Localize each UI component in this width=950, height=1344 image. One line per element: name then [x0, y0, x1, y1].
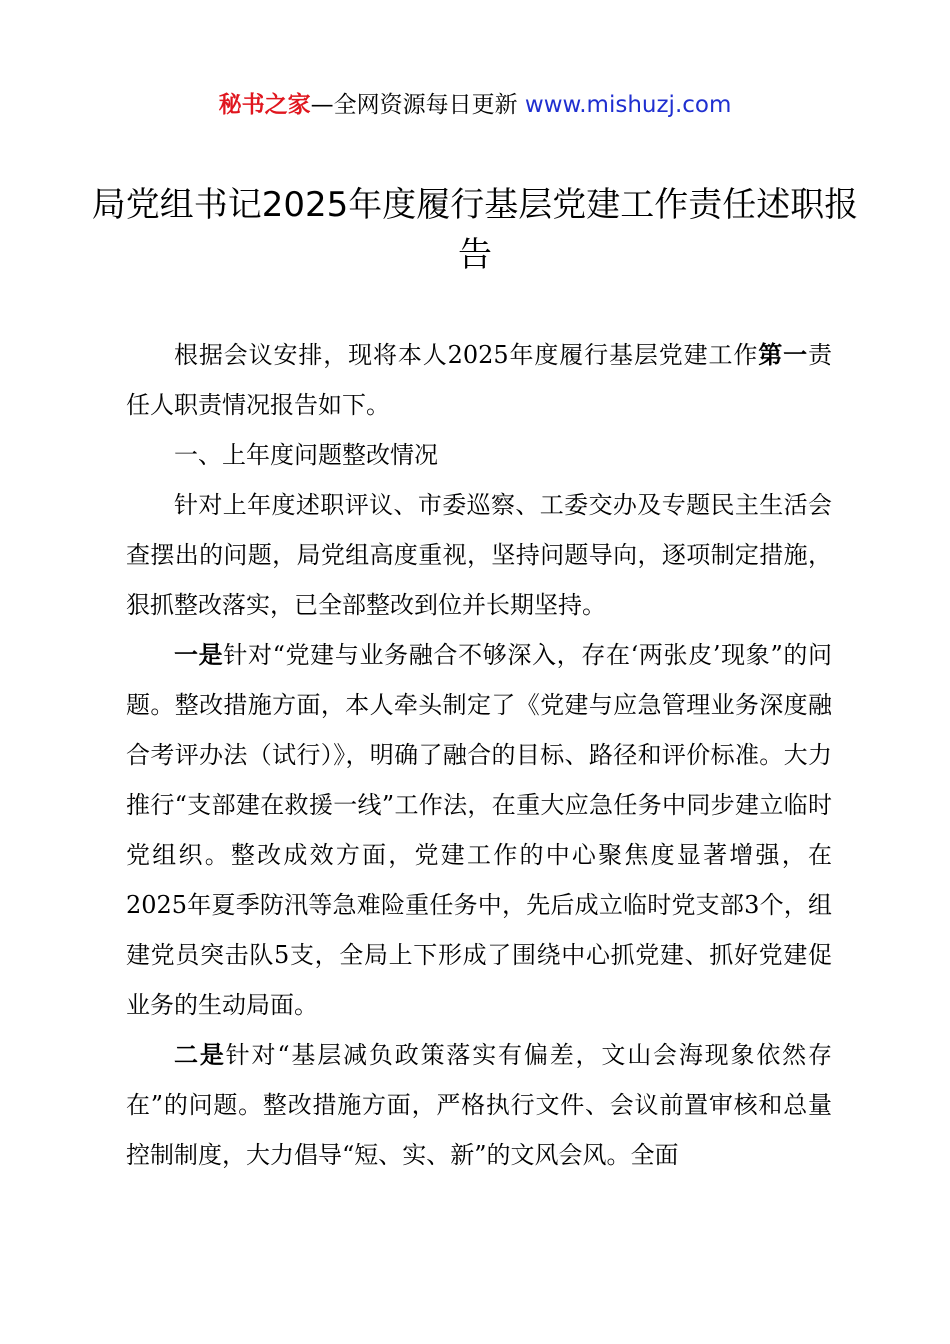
paragraph-overview [126, 480, 832, 630]
site-slogan: —全网资源每日更新 [310, 92, 525, 118]
section-heading-1 [126, 430, 832, 480]
document-title: 局党组书记2025年度履行基层党建工作责任述职报告 [91, 185, 859, 275]
paragraph-text: 针对“基层减负政策落实有偏差，文山会海现象依然存在”的问题。整改措施方面，严格执行文件、会议前置审核和总量控制制度，大力倡导“短、实、新”的文风会风。全面 [126, 1041, 833, 1169]
site-url-link[interactable]: www.mishuzj.com [524, 92, 732, 118]
paragraph-item-2 [126, 1030, 832, 1180]
paragraph-text: 针对上年度述职评议、市委巡察、工委交办及专题民主生活会查摆出的问题，局党组高度重视，坚持问题导向，逐项制定措施，狠抓整改落实，已全部整改到位并长期坚持。 [126, 491, 832, 619]
site-header [0, 88, 950, 122]
paragraph-text-tail: 责任人职责情况报告如下。 [126, 341, 833, 419]
site-brand: 秘书之家 [218, 92, 311, 118]
paragraph-bold: 第一 [758, 341, 809, 369]
section-heading-text: 一、上年度问题整改情况 [174, 441, 438, 469]
document-body [126, 330, 832, 1180]
paragraph-text: 针对“党建与业务融合不够深入，存在‘两张皮’现象”的问题。整改措施方面，本人牵头制定了《党建与应急管理业务深度融合考评办法（试行）》，明确了融合的目标、路径和评价标准。大力推行“支部建在救援一线”工作法，在重大应急任务中同步建立临时党组织。整改成效方面，党建工作的中心聚焦度显著增强，在2025年夏季防汛等急难险重任务中，先后成立临时党支部3个，组建党员突击队5支，全局上下形成了围绕中心抓党建、抓好党建促业务的生动局面。 [126, 641, 833, 1019]
paragraph-lead: 二是 [174, 1041, 226, 1069]
paragraph-lead: 一是 [174, 641, 224, 669]
paragraph-item-1 [126, 630, 832, 1030]
paragraph-text: 根据会议安排，现将本人2025年度履行基层党建工作 [174, 341, 759, 369]
paragraph-intro [126, 330, 832, 430]
